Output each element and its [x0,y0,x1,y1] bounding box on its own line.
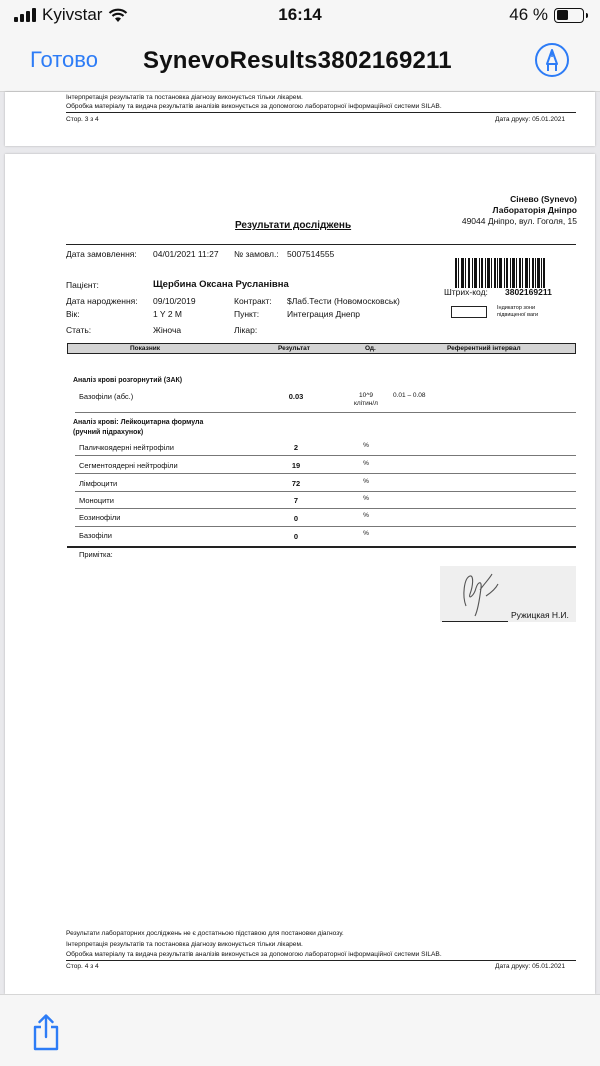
doctor-label: Лікар: [234,325,258,335]
results-table-header [67,343,576,354]
row-value: 72 [291,479,301,488]
sex: Жіноча [153,325,182,335]
lab-branch: Лабораторія Дніпро [492,205,577,215]
order-no-label: № замовл.: [234,249,279,259]
battery-percent: 46 % [509,5,548,24]
row-value: 0 [293,514,299,523]
unit-line2: клітин/л [354,400,378,407]
row-unit: % [363,512,369,519]
row-divider [75,473,576,474]
contract: $Лаб.Тести (Новомосковськ) [287,296,400,306]
basophils-abs-name: Базофіли (абс.) [79,392,134,401]
row-value: 7 [293,496,299,505]
point: Интеграция Днепр [287,309,360,319]
battery-icon [554,8,584,23]
document-title: SynevoResults3802169211 [143,47,452,74]
dob: 09/10/2019 [153,296,196,306]
lab-header [462,194,577,227]
report-title: Результати досліджень [235,220,352,231]
header-result: Результат [278,345,310,352]
order-no: 5007514555 [287,249,335,259]
footer-rule [66,960,576,961]
row-unit: % [363,460,369,467]
section2-line2: (ручний підрахунок) [73,429,144,436]
pdf-page-3 [5,92,595,146]
row-value: 2 [293,443,299,452]
prev-footer-line1: Інтерпретація результатів та постановка діагнозу виконується тільки лікарем. [66,94,303,101]
footer-disclaimer: Результати лабораторних досліджень не є достатньою підставою для постановки діагнозу. [66,930,344,937]
note-label: Примітка: [79,550,113,559]
prev-footer-line2: Обробка матеріалу та видача результатів аналізів виконується за допомогою лабораторної інформаційної системи SILAB. [66,103,442,110]
battery-group [509,5,584,25]
row-value: 0 [293,532,299,541]
basophils-abs-unit [341,392,391,408]
header-reference: Референтний інтервал [447,345,521,352]
section-cbc-title: Аналіз крові розгорнутий (ЗАК) [73,377,183,384]
weight-indicator-box [451,306,487,318]
row-unit: % [363,478,369,485]
markup-button[interactable] [535,43,569,77]
weight-indicator-label [497,305,538,319]
navigation-bar [0,30,600,92]
indicator-line1: Індикатор зони [497,305,536,311]
header-indicator: Показник [130,345,160,352]
sex-label: Стать: [66,325,92,335]
point-label: Пункт: [234,309,260,319]
markup-pen-icon [537,45,567,75]
row-name: Паличкоядерні нейтрофіли [79,443,174,452]
row-divider [75,508,576,509]
dob-label: Дата народження: [66,296,138,306]
prev-print-date: Дата друку: 05.01.2021 [495,116,566,123]
row-name: Моноцити [79,496,114,505]
row-unit: % [363,530,369,537]
row-divider [75,455,576,456]
row-unit: % [363,442,369,449]
header-rule [66,244,576,245]
basophils-abs-value: 0.03 [288,392,304,401]
share-button[interactable] [30,1013,62,1051]
table-bottom-rule [67,546,576,548]
patient-label: Пацієнт: [66,280,99,290]
basophils-abs-reference: 0.01 – 0.08 [393,392,426,399]
row-name: Лімфоцити [79,479,118,488]
bottom-toolbar [0,994,600,1066]
section-wbc-differential [73,418,203,438]
print-date: Дата друку: 05.01.2021 [495,963,566,970]
barcode-number: 3802169211 [505,287,552,297]
patient-name: Щербина Оксана Русланівна [153,279,289,290]
header-unit: Од. [365,345,376,352]
status-bar [0,0,600,30]
signature-line [442,621,508,622]
age-label: Вік: [66,309,80,319]
page-number: Стор. 4 з 4 [66,963,99,970]
row-value: 19 [291,461,301,470]
done-button[interactable]: Готово [30,47,98,72]
lab-address: 49044 Дніпро, вул. Гоголя, 15 [461,216,577,226]
barcode-label: Штрих-код: [444,287,488,297]
share-icon [30,1013,62,1051]
order-date-label: Дата замовлення: [66,249,137,259]
row-divider [75,526,576,527]
row-divider [75,491,576,492]
row-divider [75,412,576,413]
order-date: 04/01/2021 11:27 [153,249,219,259]
indicator-line2: підвищеної ваги [497,312,539,318]
row-name: Еозинофіли [79,513,121,522]
age: 1 Y 2 M [153,309,182,319]
unit-line1: 10^9 [359,392,373,399]
pdf-page-4 [5,154,595,994]
footer-line1: Інтерпретація результатів та постановка діагнозу виконується тільки лікарем. [66,941,303,948]
clock: 16:14 [278,5,322,24]
barcode-image [455,258,545,288]
lab-name: Сінево (Synevo) [510,194,577,204]
prev-footer-rule [66,112,576,113]
footer-line2: Обробка матеріалу та видача результатів аналізів виконується за допомогою лабораторної інформаційної системи SILAB. [66,951,442,958]
carrier-name: Kyivstar [42,5,103,24]
row-name: Сегментоядерні нейтрофіли [79,461,178,470]
contract-label: Контракт: [234,296,272,306]
row-unit: % [363,495,369,502]
prev-page-number: Стор. 3 з 4 [66,116,99,123]
section2-line1: Аналіз крові: Лейкоцитарна формула [73,419,204,426]
row-name: Базофіли [79,531,112,540]
signer-name: Ружицкая Н.И. [511,610,569,620]
